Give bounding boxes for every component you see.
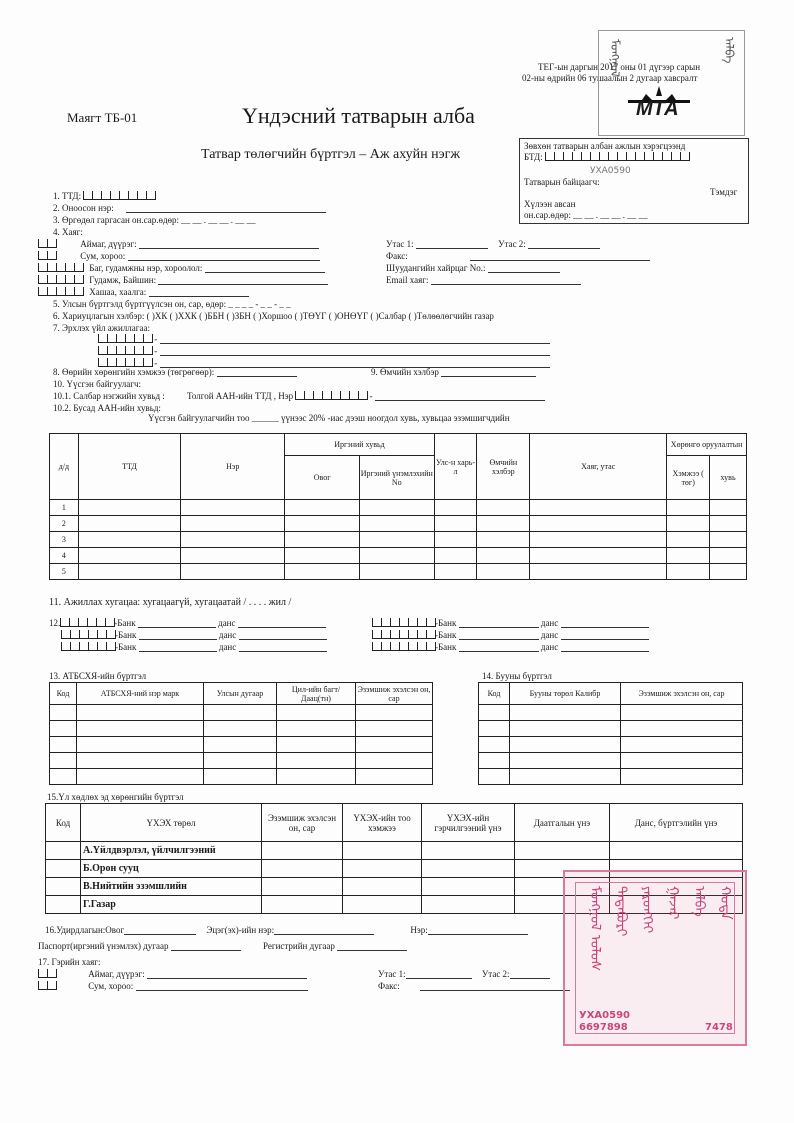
address-gudamj [38, 275, 328, 285]
table-row [50, 548, 747, 564]
bank-label: -Банк [435, 630, 457, 640]
btd-label [524, 152, 689, 162]
atbs-title: 13. АТБСХЯ-ийн бүртгэл [49, 671, 147, 681]
manager-name-input[interactable] [428, 926, 528, 935]
th-citizen: Иргэний хувьд [285, 434, 434, 456]
table-row [50, 532, 747, 548]
row-number: 1 [50, 500, 79, 516]
th-dd: д/д [50, 434, 79, 500]
home-sum-label: Сум, хороо: [88, 981, 134, 991]
btd-text: БТД: [524, 152, 543, 162]
activity-line[interactable]: - [98, 334, 550, 344]
fax-label: Факс: [386, 251, 408, 261]
branch-label: 10.1. Салбар нэгжийн хувьд : [53, 391, 165, 401]
property-type-label: Г.Газар [81, 896, 262, 914]
field-duration[interactable]: 11. Ажиллах хугацаа: хугацаагүй, хугацаатай / . . . . жил / [49, 597, 292, 608]
stamp-number-tail: 7478 [705, 1022, 733, 1033]
mta-logo [626, 86, 692, 124]
home-phone2-input[interactable] [510, 970, 550, 979]
row-number: 4 [50, 548, 79, 564]
home-aimag-input[interactable] [147, 970, 307, 979]
office-box-heading: Зөвхөн татварын албан ажлын хэрэгцээнд [524, 141, 686, 151]
th-address: Хаяг, утас [530, 434, 667, 500]
phone2-label: Утас 2: [498, 239, 526, 249]
th-capacity: Цил-ийн багт/ Даац(тн) [277, 683, 356, 705]
property-title: 15.Үл хөдлөх эд хөрөнгийн бүртгэл [47, 792, 184, 802]
account-label: данс [218, 630, 237, 640]
th-certificate-value: ҮХЭХ-ийн гэрчилгээний үнэ [422, 804, 515, 842]
weapon-table [478, 682, 743, 785]
table-row[interactable] [479, 705, 743, 721]
field-name [53, 203, 326, 213]
account-label: данс [540, 618, 559, 628]
home-fax-input[interactable] [420, 982, 570, 991]
field-other: 10.2. Бусад ААН-ийн хувьд: [53, 403, 161, 413]
gudamj-input[interactable] [158, 276, 328, 285]
passport-input[interactable] [171, 942, 241, 951]
bank-label: -Банк [115, 630, 137, 640]
bank-row[interactable] [61, 642, 327, 652]
field-address: 4. Хаяг: [53, 227, 83, 237]
bag-label: Баг, гудамжны нэр, хороолол: [89, 263, 203, 273]
field-ttd [53, 191, 155, 201]
th-owned-since: Эзэмшиж эхэлсэн он, сар [621, 683, 743, 705]
email [386, 275, 581, 285]
field-ttd-label: 1. ТТД: [53, 191, 82, 201]
home-aimag [38, 969, 307, 979]
row-number: 3 [50, 532, 79, 548]
field-date[interactable]: 3. Өргөдөл гаргасан он.сар.өдөр: __ __ . __ __ . __ __ [53, 215, 256, 225]
manager-name-label: Нэр: [410, 925, 428, 935]
table-row [50, 516, 747, 532]
th-id: Иргэний үнэмлэхийн No [359, 456, 434, 500]
activity-line[interactable]: - [98, 358, 550, 368]
bag-input[interactable] [205, 264, 325, 273]
aimag-input[interactable] [139, 240, 319, 249]
th-code: Код [479, 683, 510, 705]
table-row[interactable] [479, 753, 743, 769]
atbs-table [49, 682, 433, 785]
register-input[interactable] [337, 942, 407, 951]
th-insurance-value: Даатгалын үнэ [515, 804, 610, 842]
th-code: Код [50, 683, 77, 705]
field-activity: 7. Эрхлэх үйл ажиллагаа: [53, 323, 150, 333]
phone1-label: Утас 1: [386, 239, 414, 249]
field-legal-form[interactable]: 6. Хариуцлагын хэлбэр: ( )ХК ( )ХХК ( )ББН ( )ЗБН ( )Хоршоо ( )ТӨҮГ ( )ОНӨҮГ ( )Салбар ( )Төлөөлөгчийн газар [53, 311, 494, 321]
th-plate: Улсын дугаар [204, 683, 277, 705]
th-name: Нэр [181, 434, 285, 500]
manager-row [45, 925, 528, 935]
account-label: данс [218, 618, 236, 628]
passport-label: Паспорт(иргэний үнэмлэх) дугаар [38, 941, 169, 951]
field-equity [53, 367, 297, 377]
office-stamp-code: УХА0590 [590, 166, 631, 176]
sum-label: Сум, хороо: [80, 251, 126, 261]
stamp-script: ᠠᠯᠪᠠ [691, 886, 707, 917]
phone1 [386, 239, 600, 249]
decree-line1: ТЕГ-ын даргын 2017 оны 01 дүгээр сарын [538, 62, 701, 72]
th-book-value: Данс, бүртгэлийн үнэ [610, 804, 743, 842]
table-row[interactable] [479, 721, 743, 737]
activity-line[interactable]: - [98, 346, 550, 356]
weapon-title: 14. Бууны бүртгэл [482, 671, 552, 681]
home-sum [38, 981, 308, 991]
th-ovog: Овог [285, 456, 360, 500]
bank-label: -Банк [435, 618, 457, 628]
th-owned-since: Эзэмшиж эхэлсэн он, сар [262, 804, 343, 842]
field-ownership [371, 367, 536, 377]
address-sum [38, 251, 320, 261]
postbox-input[interactable] [488, 264, 560, 273]
stamp-script: ᠲᠠᠲᠠᠪᠤᠷᠢ [613, 886, 629, 937]
th-owned-since: Эзэмшиж эхэлсэн он, сар [356, 683, 433, 705]
th-weapon-type: Бууны төрөл Калибр [510, 683, 621, 705]
bank-row[interactable] [49, 618, 326, 628]
bank-label: -Банк [435, 642, 457, 652]
ownership-label: 9. Өмчийн хэлбэр [371, 367, 439, 377]
field-branch: 10.1. Салбар нэгжийн хувьд : Толгой ААН-ийн ТТД , Нэр - [53, 391, 545, 401]
equity-label: 8. Өөрийн хөрөнгийн хэмжээ (төгрөгөөр): [53, 367, 215, 377]
account-label: данс [540, 630, 559, 640]
table-row[interactable] [50, 705, 433, 721]
founders-count: Үүсгэн байгуулагчийн тоо ______ үүнээс 20% -иас дээш ноогдол хувь, хувьцаа эзэмшигчдийн [148, 413, 510, 423]
stamp-number: 6697898 [579, 1022, 628, 1033]
equity-input[interactable] [217, 368, 297, 377]
manager-surname-input[interactable] [124, 926, 196, 935]
home-sum-input[interactable] [136, 982, 308, 991]
manager-father-input[interactable] [274, 926, 374, 935]
th-share: хувь [710, 456, 747, 500]
property-type-label: В.Нийтийн эзэмшлийн [81, 878, 262, 896]
received-label: Хүлээн авсан [524, 199, 576, 209]
bank-row[interactable] [61, 630, 327, 640]
founders-table [49, 433, 747, 580]
branch-name-input[interactable] [375, 392, 545, 401]
passport-row [38, 941, 407, 951]
stamp-code: УХА0590 [579, 1010, 630, 1021]
official-stamp [563, 870, 747, 1046]
home-aimag-label: Аймаг, дүүрэг: [88, 969, 145, 979]
fax [386, 251, 650, 261]
bank-label: -Банк [115, 642, 137, 652]
email-input[interactable] [431, 276, 581, 285]
th-amount: Хэмжээ ( төг) [667, 456, 710, 500]
th-code: Код [46, 804, 81, 842]
ttd-boxes[interactable] [83, 191, 155, 201]
corner-stamp-script: ᠠᠯᠪᠠ [722, 37, 736, 64]
phone2-input[interactable] [528, 240, 600, 249]
postbox-label: Шуудангийн хайрцаг No.: [386, 263, 486, 273]
inspector-label: Татварын байцаагч: [524, 177, 600, 187]
branch-parent-label: Толгой ААН-ийн ТТД , Нэр [187, 391, 294, 401]
stamp-script: ᠬᠣᠲᠠ [717, 886, 733, 920]
page-subtitle: Татвар төлөгчийн бүртгэл – Аж ахуйн нэгж [201, 147, 461, 162]
stamp-script: ᠭᠠᠵᠠᠷ [665, 886, 681, 920]
table-row [50, 500, 747, 516]
table-row [50, 564, 747, 580]
branch-ttd-boxes[interactable] [295, 391, 367, 401]
th-property-type: ҮХЭХ төрөл [81, 804, 262, 842]
address-aimag [38, 239, 319, 249]
register-label: Регистрийн дугаар [263, 941, 335, 951]
row-number: 5 [50, 564, 79, 580]
table-row[interactable] [50, 769, 433, 785]
signature-label: Тэмдэг [710, 187, 738, 197]
field-registered-date[interactable]: 5. Улсын бүртгэлд бүртгүүлсэн он, сар, өдөр: _ _ _ _ - _ _ - _ _ [53, 299, 291, 309]
table-row[interactable] [50, 721, 433, 737]
email-label: Email хаяг: [386, 275, 429, 285]
bank-label: -Банк [114, 618, 136, 628]
address-hashaa [38, 287, 249, 297]
sum-input[interactable] [128, 252, 320, 261]
manager-surname-label: 16.Удирдлагын:Овог [45, 925, 125, 935]
received-date: он.сар.өдөр: __ __ . __ __ . __ __ [524, 210, 648, 220]
bank-row[interactable] [372, 630, 649, 640]
office-box [519, 138, 749, 224]
th-quantity: ҮХЭХ-ийн тоо хэмжээ [343, 804, 422, 842]
th-country: Улс-н харь-л [434, 434, 477, 500]
property-type-label: А.Үйлдвэрлэл, үйлчилгээний [81, 842, 262, 860]
th-ttd: ТТД [78, 434, 180, 500]
form-code: Маягт ТБ-01 [67, 110, 138, 125]
hashaa-input[interactable] [149, 288, 249, 297]
th-vehicle: АТБСХЯ-ний нэр марк [77, 683, 204, 705]
corner-stamp-script: ᠮᠣᠩᠭᠣᠯ [608, 39, 622, 77]
ownership-input[interactable] [441, 368, 536, 377]
bank-row[interactable] [372, 642, 649, 652]
postbox [386, 263, 560, 273]
bank-number: 12. [49, 618, 61, 628]
field-name-label: 2. Оноосон нэр: [53, 203, 114, 213]
address-bag [38, 263, 325, 273]
th-capital: Хөрөнгө оруулалтын [667, 434, 747, 456]
phone1-input[interactable] [416, 240, 488, 249]
home-fax-label: Факс: [378, 981, 400, 991]
gudamj-label: Гудамж, Байшин: [89, 275, 157, 285]
property-type-label: Б.Орон сууц [81, 860, 262, 878]
field-name-input[interactable] [126, 204, 326, 213]
home-fax [378, 981, 570, 991]
stamp-script: ᠮᠣᠩᠭᠣᠯ ᠤᠯᠤᠰ [587, 886, 603, 972]
manager-father-label: Эцэг(эх)-ийн нэр: [206, 925, 275, 935]
table-row[interactable] [479, 737, 743, 753]
table-row[interactable] [50, 737, 433, 753]
table-row [46, 842, 743, 860]
decree-line2: 02-ны өдрийн 06 тушаалын 2 дугаар хавсралт [522, 73, 698, 83]
th-ownership: Өмчийн хэлбэр [477, 434, 530, 500]
field-founders: 10. Үүсгэн байгуулагч: [53, 379, 142, 389]
home-address-title: 17. Гэрийн хаяг: [38, 957, 101, 967]
row-number: 2 [50, 516, 79, 532]
stamp-script: ᠶᠡᠷᠦᠩᠬᠡᠢ [639, 886, 655, 934]
fax-input[interactable] [470, 252, 650, 261]
account-label: данс [218, 642, 237, 652]
home-phone1-input[interactable] [406, 970, 472, 979]
aimag-label: Аймаг, дүүрэг: [80, 239, 137, 249]
hashaa-label: Хашаа, хаалга: [89, 287, 147, 297]
page-title: Үндэсний татварын алба [242, 103, 475, 128]
home-phone1-label: Утас 1: [378, 969, 406, 979]
account-label: данс [540, 642, 559, 652]
bank-row[interactable] [372, 618, 649, 628]
mta-logo-text: МТА [636, 98, 679, 120]
table-row[interactable] [479, 769, 743, 785]
home-phone2-label: Утас 2: [481, 969, 510, 979]
home-phone [378, 969, 550, 979]
table-row[interactable] [50, 753, 433, 769]
